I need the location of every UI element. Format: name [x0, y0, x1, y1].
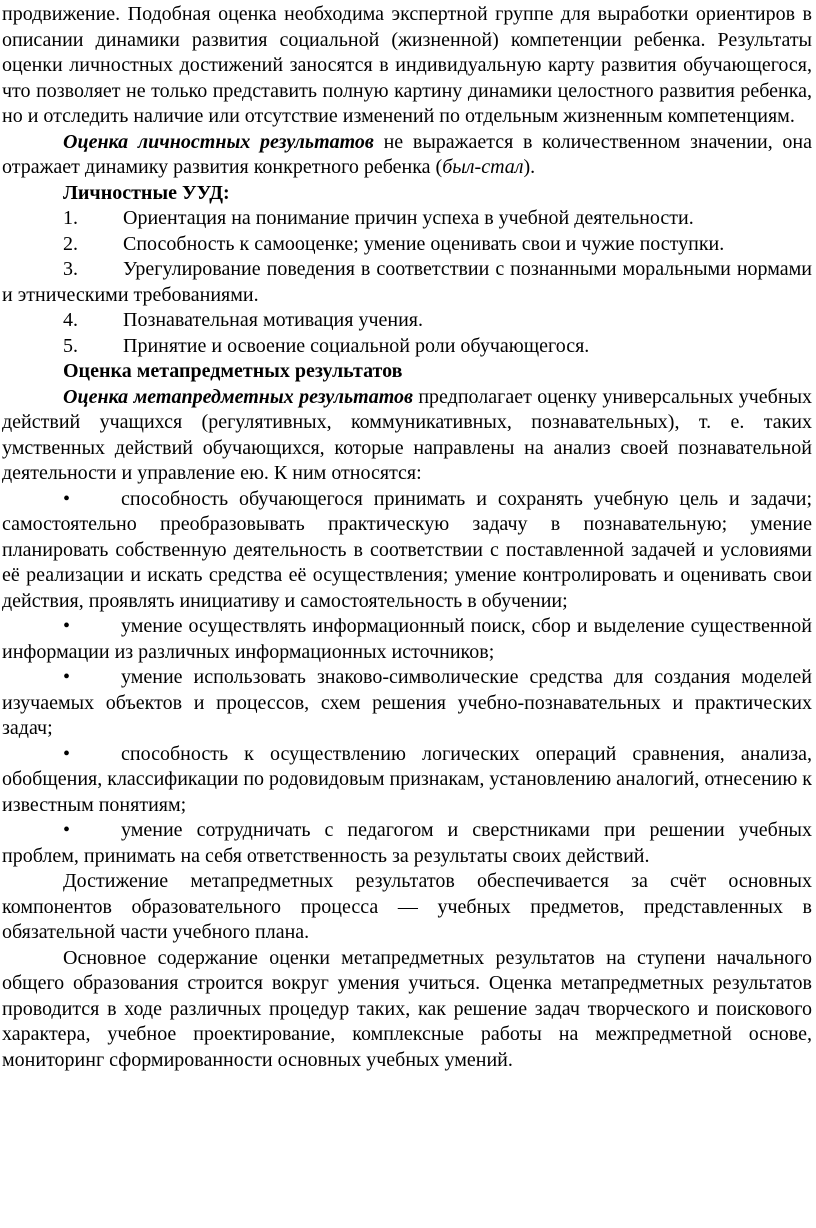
- paragraph-personal-results: [2, 130, 812, 181]
- bullet-item: [2, 614, 812, 665]
- list-number: 5.: [63, 334, 78, 357]
- bullet-icon: •: [63, 742, 71, 765]
- list-item: [2, 206, 812, 232]
- list-item: [2, 308, 812, 334]
- heading-personal-uud: Личностные УУД:: [63, 181, 230, 204]
- paragraph-achievement: Достижение метапредметных результатов обеспечивается за счёт основных компонентов образовательного процесса — учебных предметов, представленных в обязательной части учебного плана.: [2, 870, 812, 943]
- paragraph-intro: продвижение. Подобная оценка необходима экспертной группе для выработки ориентиров в описании динамики развития социальной (жизненной) компетенции ребенка. Результаты оценки личностных достижений заносятся в индивидуальную карту развития обучающегося, что позволяет не только представить полную картину динамики целостного развития ребенка, но и отследить наличие или отсутствие изменений по отдельным жизненным компетенциям.: [2, 3, 812, 127]
- paragraph-main-content: Основное содержание оценки метапредметных результатов на ступени начального общего образования строится вокруг умения учиться. Оценка метапредметных результатов проводится в ходе различных процедур таких, как решение задач творческого и поискового характера, учебное проектирование, комплексные работы на межпредметной основе, мониторинг сформированности основных учебных умений.: [2, 946, 812, 1071]
- metasubject-text: предполагает оценку универсальных учебных действий учащихся (регулятивных, коммуникативных, познавательных), т. е. таких умственных действий обучающихся, которые направлены на анализ своей познавательной деятельности и управление ею. К ним относятся:: [2, 385, 813, 484]
- bullet-icon: •: [63, 666, 71, 688]
- bullet-item: [2, 818, 812, 869]
- bullet-icon: •: [63, 819, 71, 841]
- bullet-text: способность к осуществлению логических операций сравнения, анализа, обобщения, классификации по родовидовым признакам, установлению аналогий, отнесению к известным понятиям;: [2, 742, 812, 816]
- bullet-icon: •: [63, 615, 71, 637]
- list-number: 4.: [63, 309, 78, 331]
- list-number: 1.: [63, 207, 78, 229]
- bullet-item: [2, 487, 812, 615]
- bullet-text: умение использовать знаково-символические средства для создания моделей изучаемых объектов и процессов, схем решения учебно-познавательных и практических задач;: [2, 666, 812, 739]
- list-item-text: Познавательная мотивация учения.: [123, 309, 423, 331]
- paragraph-metasubject: [2, 385, 812, 487]
- list-item: [2, 257, 812, 308]
- list-item-text: Способность к самооценке; умение оценивать свои и чужие поступки.: [123, 232, 725, 255]
- list-item-text: Принятие и освоение социальной роли обучающегося.: [123, 334, 590, 357]
- heading-metasubject-results: Оценка метапредметных результатов: [63, 360, 403, 382]
- list-number: 2.: [63, 232, 78, 255]
- list-item: [2, 232, 812, 258]
- bullet-item: [2, 742, 812, 819]
- list-item-text: Урегулирование поведения в соответствии с познанными моральными нормами и этническими требованиями.: [2, 258, 812, 306]
- bullet-item: [2, 665, 812, 742]
- bullet-icon: •: [63, 487, 71, 510]
- list-item: [2, 334, 812, 360]
- personal-results-lead: Оценка личностных результатов: [63, 130, 374, 153]
- metasubject-lead: Оценка метапредметных результатов: [63, 385, 413, 408]
- personal-results-italic: был-стал: [442, 156, 524, 178]
- personal-results-text: не выражается в количественном значении, она отражает динамику развития конкретного ребенка (: [2, 130, 812, 178]
- bullet-text: умение сотрудничать с педагогом и сверстниками при решении учебных проблем, принимать на себя ответственность за результаты своих действий.: [2, 819, 812, 867]
- list-number: 3.: [63, 258, 78, 280]
- bullet-text: умение осуществлять информационный поиск, сбор и выделение существенной информации из различных информационных источников;: [2, 615, 812, 663]
- list-item-text: Ориентация на понимание причин успеха в учебной деятельности.: [123, 207, 694, 229]
- bullet-text: способность обучающегося принимать и сохранять учебную цель и задачи; самостоятельно преобразовывать практическую задачу в познавательную; умение планировать собственную деятельность в соответствии с поставленной задачей и условиями её реализации и искать средства её осуществления; умение контролировать и оценивать свои действия, проявлять инициативу и самостоятельность в обучении;: [2, 487, 812, 612]
- personal-results-tail: ).: [523, 156, 536, 178]
